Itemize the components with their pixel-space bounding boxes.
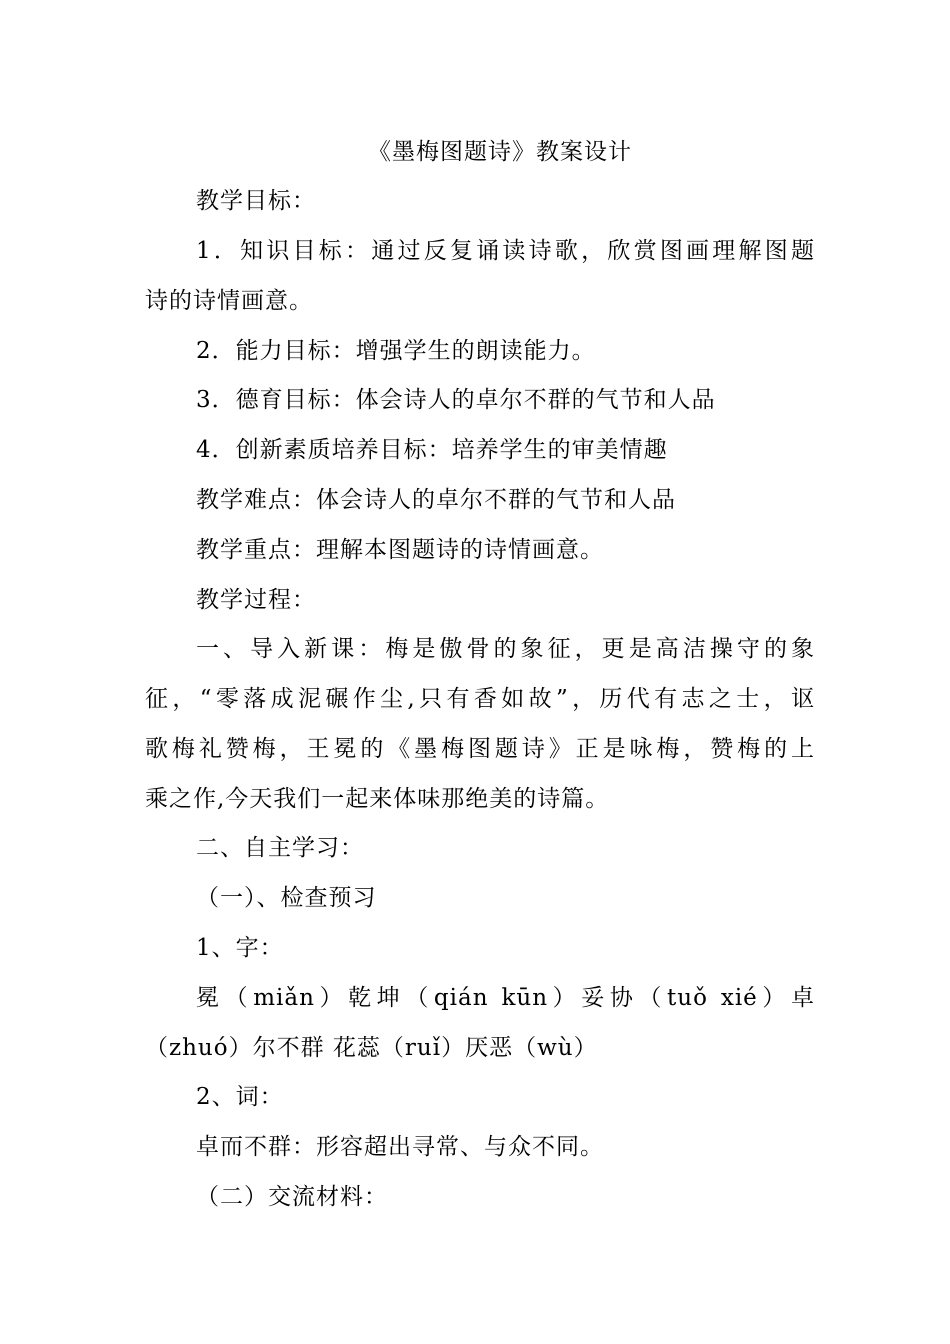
text-line: 教学目标： [196,188,316,214]
text-line: 1．知识目标：通过反复诵读诗歌，欣赏图画理解图题 [196,238,815,264]
text-line: 一、导入新课：梅是傲骨的象征，更是高洁操守的象 [196,636,815,662]
document-title: 《墨梅图题诗》教案设计 [368,139,632,165]
text-line: （zhuó）尔不群 花蕊（ruǐ）厌恶（wù） [145,1035,598,1061]
text-line: 教学过程： [196,587,316,613]
text-line: 歌梅礼赞梅，王冕的《墨梅图题诗》正是咏梅，赞梅的上 [145,736,815,762]
text-line: 3．德育目标：体会诗人的卓尔不群的气节和人品 [196,387,716,413]
text-line: 卓而不群：形容超出寻常、与众不同。 [196,1134,604,1160]
text-line: 乘之作,今天我们一起来体味那绝美的诗篇。 [145,786,610,812]
text-line: 诗的诗情画意。 [145,288,313,314]
text-line: （一）、检查预习 [196,885,377,911]
text-line: （二）交流材料： [196,1184,388,1210]
text-line: 2．能力目标：增强学生的朗读能力。 [196,338,596,364]
text-line: 教学难点：体会诗人的卓尔不群的气节和人品 [196,487,676,513]
text-line: 教学重点：理解本图题诗的诗情画意。 [196,537,604,563]
text-line: 4．创新素质培养目标：培养学生的审美情趣 [196,437,668,463]
text-line: 2、词： [196,1084,284,1110]
text-line: 冕（miǎn）乾坤（qián kūn）妥协（tuǒ xié）卓 [196,985,815,1011]
text-line: 征，“零落成泥碾作尘,只有香如故”，历代有志之士，讴 [145,686,815,712]
text-line: 1、字： [196,935,284,961]
text-line: 二、自主学习： [196,835,364,861]
